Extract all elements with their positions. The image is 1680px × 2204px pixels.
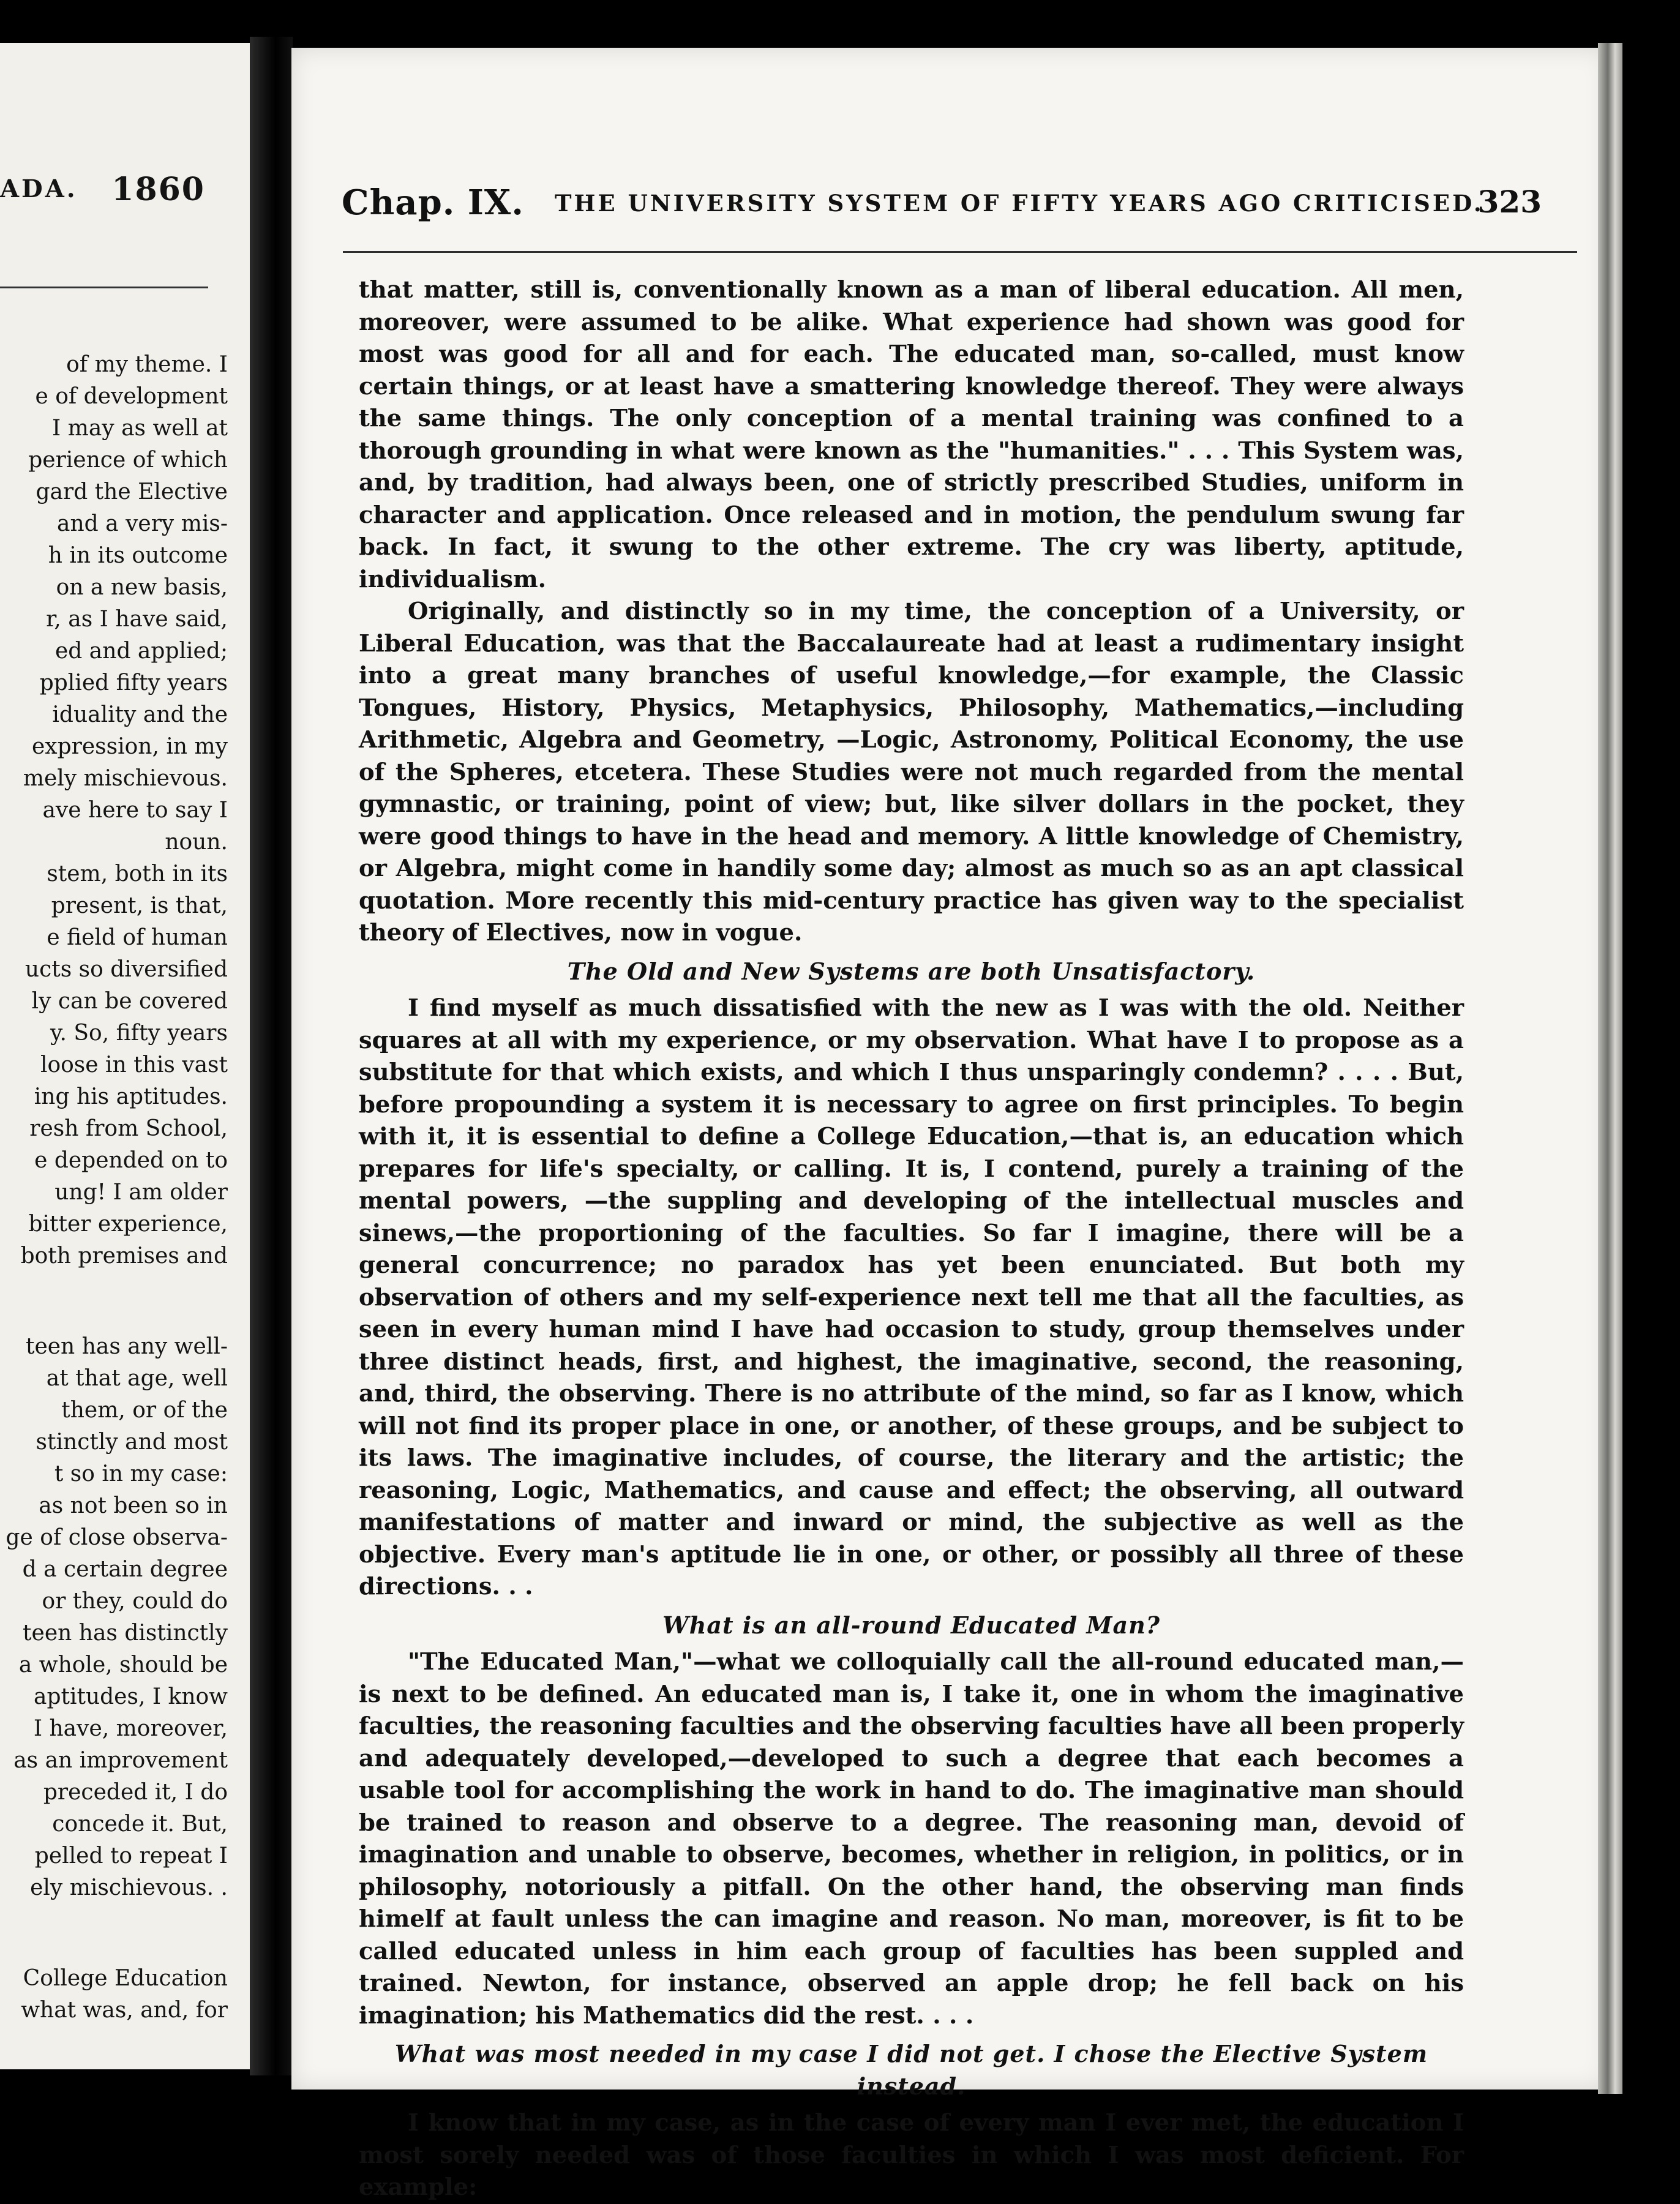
page-header xyxy=(291,48,1608,280)
previous-page-line: preceded it, I do xyxy=(43,1780,228,1805)
previous-page-header-rule xyxy=(0,287,208,288)
previous-page-line: ing his aptitudes. xyxy=(34,1084,228,1109)
previous-page-line: ung! I am older xyxy=(54,1180,228,1205)
previous-page-line: perience of which xyxy=(28,448,228,473)
previous-page-line: gard the Elective xyxy=(36,479,228,504)
previous-page-line: of my theme. I xyxy=(66,352,228,377)
paragraph: I find myself as much dissatisfied with the new as I was with the old. Neither squares at all with my experience, or my observation. What have I to propose as a substitute for that which exists, and which I thus unsparingly condemn? . . . . But, before propounding a system it is necessary to agree on first principles. To begin with it, it is essential to define a College Education,—that is, an education which prepares for life's specialty, or calling. It is, I contend, purely a training of the mental powers, —the suppling and developing of the intellectual muscles and sinews,—the proportioning of the faculties. So far I imagine, there will be a general concurrence; no paradox has yet been enunciated. But both my observation of others and my self-experience next tell me that all the faculties, as seen in every human mind I have had occasion to study, group themselves under three distinct heads, first, and highest, the imaginative, second, the reasoning, and, third, the observing. There is no attribute of the mind, so far as I know, which will not find its proper place in one, or another, of these groups, and be subject to its laws. The imaginative includes, of course, the literary and the artistic; the reasoning, Logic, Mathematics, and cause and effect; the observing, all outward manifestations of matter and inward or mind, the subjective as well as the objective. Every man's aptitude lie in one, or other, or possibly all three of these directions. . . xyxy=(359,994,1464,1600)
previous-page-line: as an improvement xyxy=(13,1748,228,1773)
section-heading: The Old and New Systems are both Unsatisfactory. xyxy=(567,957,1256,985)
previous-page-line: as not been so in xyxy=(39,1493,228,1518)
previous-page-line: them, or of the xyxy=(61,1398,228,1423)
previous-page-line: loose in this vast xyxy=(40,1052,228,1078)
previous-page-line: r, as I have said, xyxy=(46,607,228,632)
previous-page-line: iduality and the xyxy=(52,702,228,727)
previous-page-line: ly can be covered xyxy=(31,989,228,1014)
previous-page-line: present, is that, xyxy=(51,893,228,918)
previous-page-line: both premises and xyxy=(20,1243,228,1269)
previous-page-line: teen has any well- xyxy=(25,1334,228,1359)
previous-page-line: d a certain degree xyxy=(22,1557,228,1582)
paragraph: Originally, and distinctly so in my time, the conception of a University, or Liberal Education, was that the Baccalaureate had at least a rudimentary insight into a great many branches of useful knowledge,—for example, the Classic Tongues, History, Physics, Metaphysics, Philosophy, Mathematics,—including Arithmetic, Algebra and Geometry, —Logic, Astronomy, Political Economy, the use of the Spheres, etcetera. These Studies were not much regarded from the mental gymnastic, or training, point of view; but, like silver dollars in the pocket, they were good things to have in the head and memory. A little knowledge of Chemistry, or Algebra, might come in handily some day; almost as much so as an apt classical quotation. More recently this mid-century practice has given way to the specialist theory of Electives, now in vogue. xyxy=(359,598,1464,946)
previous-page-line: ely mischievous. . xyxy=(30,1875,228,1900)
section-heading: What was most needed in my case I did not get. I chose the Elective System instead. xyxy=(394,2040,1428,2100)
previous-page-line: expression, in my xyxy=(32,734,228,759)
previous-page-line: pelled to repeat I xyxy=(34,1843,228,1869)
previous-page-line: I may as well at xyxy=(52,416,228,441)
header-rule xyxy=(343,251,1577,253)
previous-page-line: e of development xyxy=(35,384,228,409)
previous-page-line: teen has distinctly xyxy=(23,1621,228,1646)
previous-page-line: concede it. But, xyxy=(52,1812,228,1837)
paragraph: I know that in my case, as in the case of every man I ever met, the education I most sorely needed was of those faculties in which I was most deficient. For example: xyxy=(359,2109,1464,2201)
previous-page-line: stinctly and most xyxy=(36,1430,228,1455)
previous-page-gap xyxy=(0,1272,228,1331)
paragraph-continued: that matter, still is, conventionally known as a man of liberal education. All men, moreover, were assumed to be alike. What experience had shown was good for most was good for all and for each. The educated man, so-called, must know certain things, or at least have a smattering knowledge thereof. They were always the same things. The only conception of a mental training was confined to a thorough grounding in what were known as the "humanities." . . . This System was, and, by tradition, had always been, one of strictly prescribed Studies, uniform in character and application. Once released and in motion, the pendulum swung far back. In fact, it swung to the other extreme. The cry was liberty, aptitude, individualism. xyxy=(359,276,1464,593)
previous-page-line: a whole, should be xyxy=(18,1652,228,1677)
previous-page-text xyxy=(0,349,228,2026)
previous-page-line: ave here to say I xyxy=(42,798,228,823)
previous-page-line: e depended on to xyxy=(34,1148,228,1173)
previous-page-line: I have, moreover, xyxy=(33,1716,228,1741)
previous-page-line: ge of close observa- xyxy=(6,1525,228,1550)
current-page xyxy=(291,48,1608,2201)
previous-page-line: or they, could do xyxy=(42,1589,228,1614)
previous-page-line: resh from School, xyxy=(29,1116,228,1141)
previous-page-running-head: ADA. xyxy=(0,174,78,203)
previous-page-line: what was, and, for xyxy=(21,1998,228,2023)
previous-page-line: stem, both in its xyxy=(47,861,228,886)
previous-page-line: aptitudes, I know xyxy=(33,1684,228,1709)
previous-page-line: ucts so diversified xyxy=(24,957,228,982)
previous-page-line: on a new basis, xyxy=(56,575,228,600)
previous-page-line: e field of human xyxy=(47,925,228,950)
previous-page-gap xyxy=(0,1904,228,1963)
previous-page-line: ed and applied; xyxy=(55,639,228,664)
previous-page-line: and a very mis- xyxy=(57,511,228,536)
previous-page xyxy=(0,43,251,2069)
previous-page-line: h in its outcome xyxy=(48,543,228,568)
previous-page-header xyxy=(0,171,251,230)
previous-page-line: bitter experience, xyxy=(28,1212,228,1237)
page-number: 323 xyxy=(1477,184,1542,220)
section-heading: What is an all-round Educated Man? xyxy=(662,1611,1160,1639)
previous-page-line: mely mischievous. xyxy=(23,766,228,791)
book-gutter xyxy=(250,37,293,2075)
previous-page-line: t so in my case: xyxy=(54,1461,228,1486)
previous-page-line: noun. xyxy=(165,830,228,855)
previous-page-number: 1860 xyxy=(111,171,205,208)
chapter-label: Chap. IX. xyxy=(342,182,524,223)
body-text xyxy=(359,274,1464,2204)
previous-page-line: College Education xyxy=(23,1966,228,1991)
page-edge xyxy=(1598,43,1622,2094)
previous-page-line: pplied fifty years xyxy=(39,670,228,695)
previous-page-line: at that age, well xyxy=(46,1366,228,1391)
previous-page-line: y. So, fifty years xyxy=(50,1021,228,1046)
running-title: THE UNIVERSITY SYSTEM OF FIFTY YEARS AGO CRITICISED. xyxy=(555,190,1484,217)
paragraph: "The Educated Man,"—what we colloquially call the all-round educated man,—is next to be defined. An educated man is, I take it, one in whom the imaginative faculties, the reasoning faculties and the observing faculties have all been properly and adequately developed,—developed to such a degree that each becomes a usable tool for accomplishing the work in hand to do. The imaginative man should be trained to reason and observe to a degree. The reasoning man, devoid of imagination and unable to observe, becomes, whether in religion, in politics, or in philosophy, notoriously a pitfall. On the other hand, the observing man finds himelf at fault unless the can imagine and reason. No man, moreover, is fit to be called educated unless in him each group of faculties has been suppled and trained. Newton, for instance, observed an apple drop; he fell back on his imagination; his Mathematics did the rest. . . . xyxy=(359,1648,1464,2030)
